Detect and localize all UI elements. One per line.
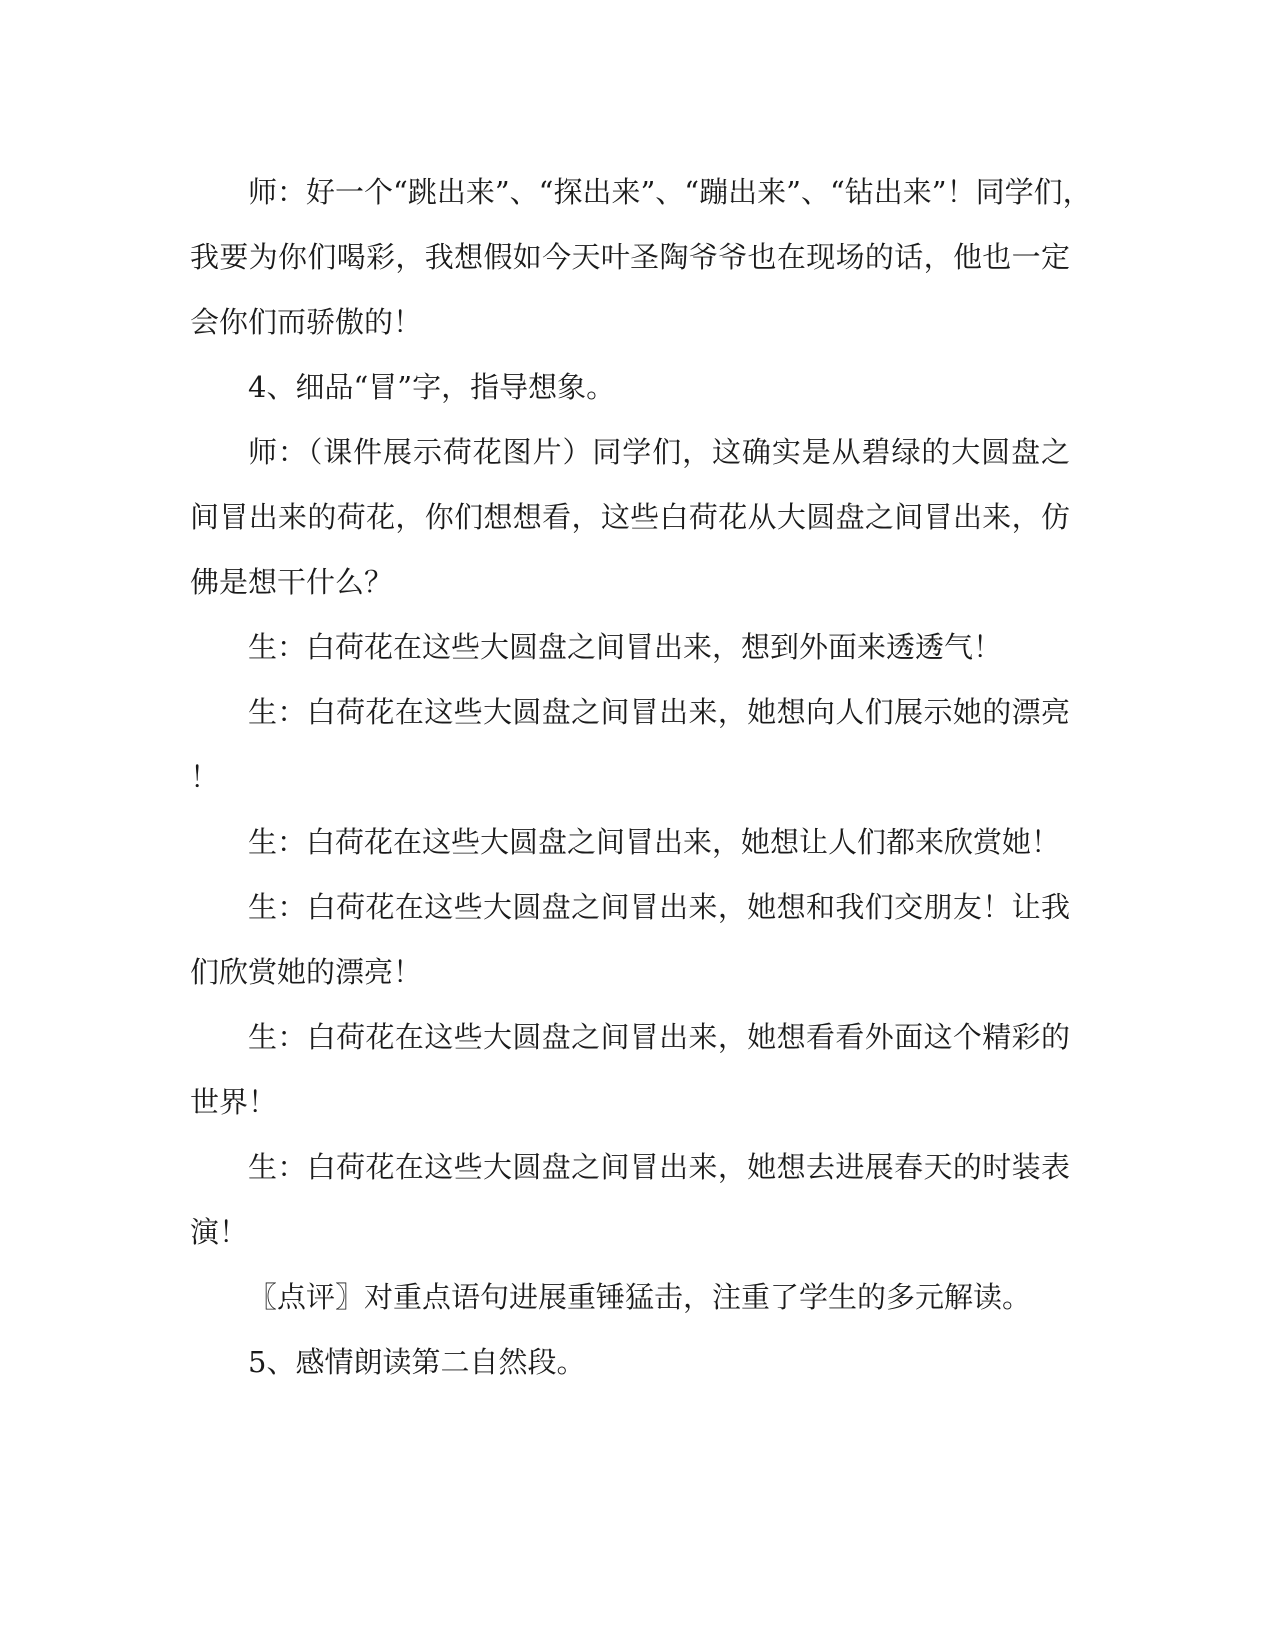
paragraph-line: 我要为你们喝彩，我想假如今天叶圣陶爷爷也在现场的话，他也一定 (190, 240, 1070, 274)
paragraph-line: 演！ (190, 1215, 249, 1249)
paragraph-line: 佛是想干什么？ (190, 565, 394, 599)
paragraph-line: 师：（课件展示荷花图片）同学们，这确实是从碧绿的大圆盘之 (248, 435, 1070, 469)
paragraph-line: 〖点评〗对重点语句进展重锤猛击，注重了学生的多元解读。 (248, 1280, 1032, 1314)
paragraph-line: 生：白荷花在这些大圆盘之间冒出来，她想向人们展示她的漂亮 (248, 695, 1070, 729)
paragraph-line: 生：白荷花在这些大圆盘之间冒出来，她想看看外面这个精彩的 (248, 1020, 1070, 1054)
paragraph-line: 5、感情朗读第二自然段。 (248, 1345, 586, 1379)
paragraph-line: 间冒出来的荷花，你们想想看，这些白荷花从大圆盘之间冒出来，仿 (190, 500, 1070, 534)
paragraph-line: 世界！ (190, 1085, 278, 1119)
body-text (190, 160, 1092, 1395)
paragraph-line: 们欣赏她的漂亮！ (190, 955, 423, 989)
paragraph-line: 生：白荷花在这些大圆盘之间冒出来，她想和我们交朋友！让我 (248, 890, 1070, 924)
paragraph-line: ！ (190, 760, 220, 794)
paragraph-line: 会你们而骄傲的！ (190, 305, 423, 339)
paragraph-line: 师：好一个“跳出来”、“探出来”、“蹦出来”、“钻出来”！同学们， (248, 175, 1092, 209)
paragraph-line: 4、细品“冒”字，指导想象。 (248, 370, 616, 404)
paragraph-line: 生：白荷花在这些大圆盘之间冒出来，她想去进展春天的时装表 (248, 1150, 1070, 1184)
paragraph-line: 生：白荷花在这些大圆盘之间冒出来，想到外面来透透气！ (248, 630, 1003, 664)
paragraph-line: 生：白荷花在这些大圆盘之间冒出来，她想让人们都来欣赏她！ (248, 825, 1061, 859)
